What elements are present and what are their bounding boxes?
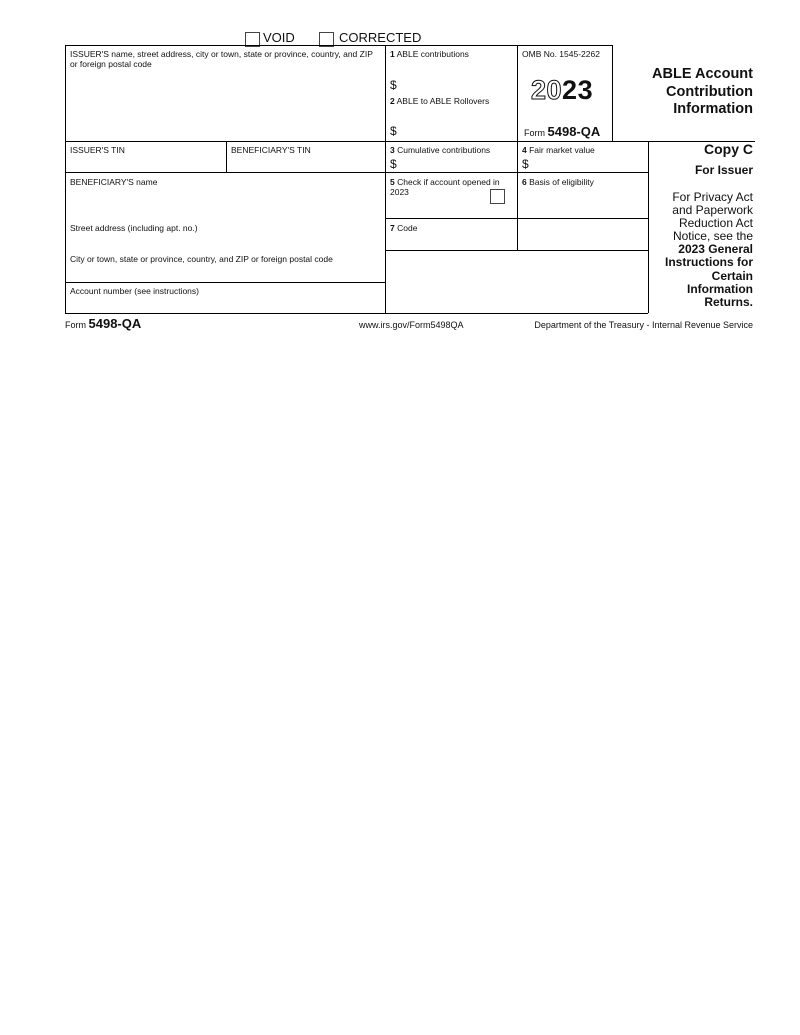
box3-label — [390, 145, 490, 155]
form-title-line: ABLE Account — [652, 66, 753, 82]
privacy-line: Returns. — [704, 294, 753, 309]
beneficiary-tin-field[interactable]: BENEFICIARY'S TIN — [231, 145, 311, 155]
privacy-line: and Paperwork — [672, 203, 753, 218]
box1-number: 1 — [390, 49, 395, 59]
copy-label: Copy C — [704, 141, 753, 157]
account-number-field[interactable]: Account number (see instructions) — [70, 286, 199, 296]
box7-text: Code — [397, 223, 418, 233]
form-title-line: Contribution — [666, 83, 753, 100]
tax-year-outline: 20 — [531, 75, 563, 105]
footer-url: www.irs.gov/Form5498QA — [359, 320, 464, 330]
box2-number: 2 — [390, 96, 395, 106]
city-state-zip-field[interactable]: City or town, state or province, country, and ZIP or foreign postal code — [70, 254, 333, 264]
privacy-line: Notice, see the — [672, 229, 753, 244]
box7-label — [390, 223, 417, 233]
privacy-line: 2023 General — [678, 242, 753, 257]
box1-dollar-field[interactable]: $ — [390, 78, 397, 92]
grid-line — [385, 250, 648, 251]
box2-text: ABLE to ABLE Rollovers — [396, 96, 490, 106]
grid-line — [385, 45, 386, 313]
void-label: VOID — [263, 30, 295, 45]
grid-line — [65, 141, 755, 142]
privacy-line: Reduction Act — [678, 216, 753, 231]
grid-line — [65, 282, 385, 283]
grid-line — [65, 45, 66, 313]
tax-year-bold: 23 — [562, 75, 594, 105]
footer-form-prefix: Form — [65, 320, 86, 330]
box1-text: ABLE contributions — [396, 49, 469, 59]
box3-text: Cumulative contributions — [397, 145, 491, 155]
street-address-field[interactable]: Street address (including apt. no.) — [70, 223, 198, 233]
box3-dollar-field[interactable]: $ — [390, 157, 397, 171]
privacy-line: For Privacy Act — [672, 190, 753, 204]
form-title — [652, 66, 753, 119]
grid-line — [65, 172, 648, 173]
form-title-line: Information — [673, 101, 753, 117]
grid-line — [612, 45, 613, 141]
beneficiary-name-field[interactable]: BENEFICIARY'S name — [70, 177, 158, 187]
box3-number: 3 — [390, 145, 395, 155]
box4-dollar-field[interactable]: $ — [522, 157, 529, 171]
footer-department: Department of the Treasury - Internal Revenue Service — [534, 320, 753, 330]
privacy-line: Instructions for — [664, 255, 753, 270]
privacy-notice — [665, 191, 753, 309]
box4-number: 4 — [522, 145, 527, 155]
grid-line — [648, 141, 649, 313]
corrected-label: CORRECTED — [339, 30, 422, 45]
form-prefix: Form — [524, 128, 545, 138]
form-bottom-line — [65, 313, 648, 314]
box6-label — [522, 177, 594, 187]
form-number-box — [524, 124, 600, 139]
form-number: 5498-QA — [547, 124, 601, 139]
grid-line — [226, 141, 227, 172]
box1-label — [390, 49, 469, 59]
box7-number: 7 — [390, 223, 395, 233]
box2-label — [390, 96, 489, 106]
box5-number: 5 — [390, 177, 395, 187]
box4-label — [522, 145, 595, 155]
privacy-line: Certain — [711, 268, 753, 283]
omb-number: OMB No. 1545-2262 — [522, 49, 600, 59]
footer-form-id — [65, 316, 141, 331]
issuer-tin-field[interactable]: ISSUER'S TIN — [70, 145, 125, 155]
box2-dollar-field[interactable]: $ — [390, 124, 397, 138]
grid-line — [65, 45, 612, 46]
grid-line — [517, 45, 518, 250]
box6-text: Basis of eligibility — [529, 177, 594, 187]
box5-text: Check if account opened in 2023 — [390, 177, 500, 197]
box6-number: 6 — [522, 177, 527, 187]
box4-text: Fair market value — [529, 145, 595, 155]
for-issuer-label: For Issuer — [694, 163, 753, 177]
issuer-name-field[interactable]: ISSUER'S name, street address, city or town, state or province, country, and ZIP or foreign postal code — [70, 49, 373, 69]
tax-year — [531, 75, 593, 105]
footer-form-number: 5498-QA — [88, 316, 142, 331]
box5-checkbox[interactable] — [490, 189, 505, 204]
privacy-line: Information — [687, 281, 753, 296]
